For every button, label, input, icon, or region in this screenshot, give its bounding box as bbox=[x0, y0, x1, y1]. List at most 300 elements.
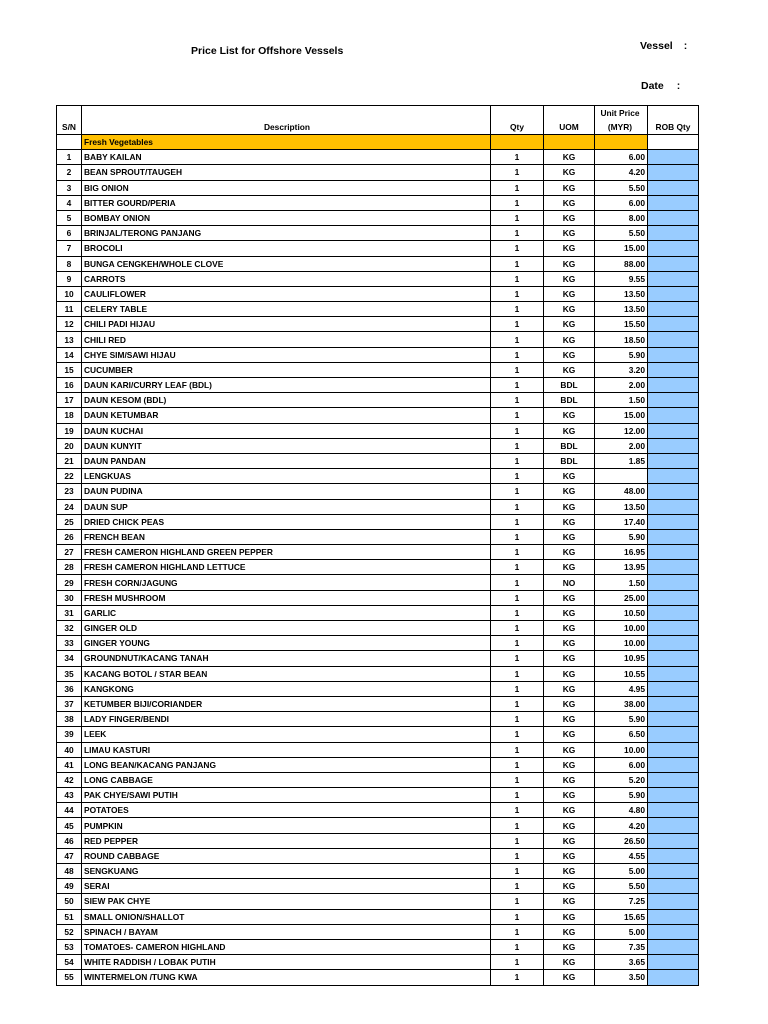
description-cell: DAUN KARI/CURRY LEAF (BDL) bbox=[82, 378, 491, 393]
rob-qty-input[interactable] bbox=[648, 408, 699, 423]
qty-cell: 1 bbox=[491, 605, 544, 620]
rob-qty-input[interactable] bbox=[648, 165, 699, 180]
table-row bbox=[57, 210, 699, 225]
sn-cell: 40 bbox=[57, 742, 82, 757]
unit-price-cell: 1.50 bbox=[595, 393, 648, 408]
rob-qty-input[interactable] bbox=[648, 514, 699, 529]
description-cell: DAUN KUCHAI bbox=[82, 423, 491, 438]
table-row bbox=[57, 560, 699, 575]
table-row bbox=[57, 529, 699, 544]
uom-cell: KG bbox=[544, 256, 595, 271]
date-separator: : bbox=[676, 80, 681, 92]
rob-qty-input[interactable] bbox=[648, 453, 699, 468]
uom-cell: KG bbox=[544, 666, 595, 681]
sn-cell: 8 bbox=[57, 256, 82, 271]
description-cell: POTATOES bbox=[82, 803, 491, 818]
table-row bbox=[57, 970, 699, 985]
unit-price-cell: 4.80 bbox=[595, 803, 648, 818]
description-cell: LIMAU KASTURI bbox=[82, 742, 491, 757]
column-header-qty: Qty bbox=[491, 106, 544, 135]
description-cell: LEEK bbox=[82, 727, 491, 742]
unit-price-cell: 5.90 bbox=[595, 712, 648, 727]
uom-cell: KG bbox=[544, 772, 595, 787]
rob-qty-input[interactable] bbox=[648, 636, 699, 651]
uom-cell: KG bbox=[544, 195, 595, 210]
sn-cell: 50 bbox=[57, 894, 82, 909]
column-header-description: Description bbox=[82, 106, 491, 135]
table-row bbox=[57, 696, 699, 711]
description-cell: RED PEPPER bbox=[82, 833, 491, 848]
qty-cell: 1 bbox=[491, 545, 544, 560]
rob-qty-input[interactable] bbox=[648, 666, 699, 681]
sn-cell: 35 bbox=[57, 666, 82, 681]
rob-qty-input[interactable] bbox=[648, 241, 699, 256]
unit-price-cell: 5.50 bbox=[595, 879, 648, 894]
table-row bbox=[57, 469, 699, 484]
rob-qty-input[interactable] bbox=[648, 378, 699, 393]
rob-qty-input[interactable] bbox=[648, 545, 699, 560]
rob-qty-input[interactable] bbox=[648, 742, 699, 757]
rob-qty-input[interactable] bbox=[648, 317, 699, 332]
rob-qty-input[interactable] bbox=[648, 195, 699, 210]
qty-cell: 1 bbox=[491, 864, 544, 879]
unit-price-cell: 10.95 bbox=[595, 651, 648, 666]
column-header-rob-qty: ROB Qty bbox=[648, 106, 699, 135]
qty-cell: 1 bbox=[491, 210, 544, 225]
rob-qty-input[interactable] bbox=[648, 529, 699, 544]
table-row bbox=[57, 180, 699, 195]
rob-qty-input[interactable] bbox=[648, 332, 699, 347]
description-cell: CHILI PADI HIJAU bbox=[82, 317, 491, 332]
unit-price-cell: 7.35 bbox=[595, 939, 648, 954]
qty-cell: 1 bbox=[491, 818, 544, 833]
rob-qty-input[interactable] bbox=[648, 393, 699, 408]
table-row bbox=[57, 165, 699, 180]
table-row bbox=[57, 575, 699, 590]
category-qty-cell bbox=[491, 135, 544, 150]
sn-cell: 11 bbox=[57, 302, 82, 317]
qty-cell: 1 bbox=[491, 529, 544, 544]
description-cell: SPINACH / BAYAM bbox=[82, 924, 491, 939]
unit-price-cell: 16.95 bbox=[595, 545, 648, 560]
uom-cell: KG bbox=[544, 210, 595, 225]
rob-qty-input[interactable] bbox=[648, 590, 699, 605]
uom-cell: KG bbox=[544, 757, 595, 772]
sn-cell: 44 bbox=[57, 803, 82, 818]
uom-cell: KG bbox=[544, 484, 595, 499]
unit-price-cell: 13.95 bbox=[595, 560, 648, 575]
uom-cell: KG bbox=[544, 165, 595, 180]
table-row bbox=[57, 302, 699, 317]
unit-price-cell: 26.50 bbox=[595, 833, 648, 848]
sn-cell: 32 bbox=[57, 621, 82, 636]
table-row bbox=[57, 286, 699, 301]
sn-cell: 19 bbox=[57, 423, 82, 438]
unit-price-cell: 13.50 bbox=[595, 302, 648, 317]
sn-cell: 10 bbox=[57, 286, 82, 301]
rob-qty-input[interactable] bbox=[648, 271, 699, 286]
qty-cell: 1 bbox=[491, 742, 544, 757]
uom-cell: KG bbox=[544, 590, 595, 605]
unit-price-cell: 6.50 bbox=[595, 727, 648, 742]
uom-cell: KG bbox=[544, 545, 595, 560]
qty-cell: 1 bbox=[491, 651, 544, 666]
sn-cell: 41 bbox=[57, 757, 82, 772]
sn-cell: 23 bbox=[57, 484, 82, 499]
date-label: Date bbox=[641, 80, 664, 92]
table-row bbox=[57, 484, 699, 499]
unit-price-cell: 7.25 bbox=[595, 894, 648, 909]
unit-price-cell: 88.00 bbox=[595, 256, 648, 271]
uom-cell: NO bbox=[544, 575, 595, 590]
uom-cell: KG bbox=[544, 560, 595, 575]
sn-cell: 48 bbox=[57, 864, 82, 879]
unit-price-cell: 4.20 bbox=[595, 165, 648, 180]
document-title: Price List for Offshore Vessels bbox=[191, 45, 344, 57]
uom-cell: KG bbox=[544, 529, 595, 544]
sn-cell: 16 bbox=[57, 378, 82, 393]
category-price-cell bbox=[595, 135, 648, 150]
sn-cell: 42 bbox=[57, 772, 82, 787]
rob-qty-input[interactable] bbox=[648, 772, 699, 787]
rob-qty-input[interactable] bbox=[648, 499, 699, 514]
rob-qty-input[interactable] bbox=[648, 438, 699, 453]
sn-cell: 52 bbox=[57, 924, 82, 939]
rob-qty-input[interactable] bbox=[648, 256, 699, 271]
table-row bbox=[57, 347, 699, 362]
sn-cell: 51 bbox=[57, 909, 82, 924]
sn-cell: 15 bbox=[57, 362, 82, 377]
description-cell: GINGER OLD bbox=[82, 621, 491, 636]
table-row bbox=[57, 271, 699, 286]
qty-cell: 1 bbox=[491, 347, 544, 362]
unit-price-cell: 12.00 bbox=[595, 423, 648, 438]
description-cell: FRESH MUSHROOM bbox=[82, 590, 491, 605]
description-cell: CUCUMBER bbox=[82, 362, 491, 377]
vessel-field bbox=[640, 40, 687, 52]
column-header-unit-price bbox=[595, 106, 648, 135]
rob-qty-input[interactable] bbox=[648, 939, 699, 954]
sn-cell: 37 bbox=[57, 696, 82, 711]
rob-qty-input[interactable] bbox=[648, 833, 699, 848]
sn-cell: 26 bbox=[57, 529, 82, 544]
table-row bbox=[57, 195, 699, 210]
description-cell: DAUN KETUMBAR bbox=[82, 408, 491, 423]
description-cell: ROUND CABBAGE bbox=[82, 848, 491, 863]
uom-cell: KG bbox=[544, 970, 595, 985]
uom-cell: KG bbox=[544, 696, 595, 711]
uom-cell: KG bbox=[544, 894, 595, 909]
unit-price-cell: 13.50 bbox=[595, 286, 648, 301]
rob-qty-input[interactable] bbox=[648, 651, 699, 666]
rob-qty-input[interactable] bbox=[648, 909, 699, 924]
rob-qty-input[interactable] bbox=[648, 894, 699, 909]
qty-cell: 1 bbox=[491, 271, 544, 286]
uom-cell: KG bbox=[544, 833, 595, 848]
unit-price-cell: 15.50 bbox=[595, 317, 648, 332]
table-row bbox=[57, 150, 699, 165]
sn-cell: 30 bbox=[57, 590, 82, 605]
sn-cell: 13 bbox=[57, 332, 82, 347]
rob-qty-input[interactable] bbox=[648, 848, 699, 863]
rob-qty-input[interactable] bbox=[648, 469, 699, 484]
description-cell: FRENCH BEAN bbox=[82, 529, 491, 544]
uom-cell: KG bbox=[544, 499, 595, 514]
rob-qty-input[interactable] bbox=[648, 803, 699, 818]
unit-price-cell: 5.00 bbox=[595, 864, 648, 879]
description-cell: DAUN PANDAN bbox=[82, 453, 491, 468]
rob-qty-input[interactable] bbox=[648, 621, 699, 636]
qty-cell: 1 bbox=[491, 879, 544, 894]
qty-cell: 1 bbox=[491, 453, 544, 468]
uom-cell: KG bbox=[544, 681, 595, 696]
description-cell: BRINJAL/TERONG PANJANG bbox=[82, 226, 491, 241]
unit-price-cell: 2.00 bbox=[595, 378, 648, 393]
table-row bbox=[57, 408, 699, 423]
qty-cell: 1 bbox=[491, 681, 544, 696]
rob-qty-input[interactable] bbox=[648, 879, 699, 894]
table-row bbox=[57, 848, 699, 863]
uom-cell: KG bbox=[544, 302, 595, 317]
category-rob-cell bbox=[648, 135, 699, 150]
uom-cell: KG bbox=[544, 727, 595, 742]
description-cell: GINGER YOUNG bbox=[82, 636, 491, 651]
unit-price-label: Unit Price bbox=[600, 108, 640, 118]
uom-cell: KG bbox=[544, 864, 595, 879]
rob-qty-input[interactable] bbox=[648, 757, 699, 772]
rob-qty-input[interactable] bbox=[648, 150, 699, 165]
sn-cell: 6 bbox=[57, 226, 82, 241]
qty-cell: 1 bbox=[491, 362, 544, 377]
uom-cell: KG bbox=[544, 818, 595, 833]
sn-cell: 2 bbox=[57, 165, 82, 180]
rob-qty-input[interactable] bbox=[648, 970, 699, 985]
unit-price-cell: 13.50 bbox=[595, 499, 648, 514]
unit-price-cell: 5.90 bbox=[595, 788, 648, 803]
description-cell: KETUMBER BIJI/CORIANDER bbox=[82, 696, 491, 711]
unit-price-cell: 25.00 bbox=[595, 590, 648, 605]
rob-qty-input[interactable] bbox=[648, 605, 699, 620]
uom-cell: KG bbox=[544, 423, 595, 438]
category-label: Fresh Vegetables bbox=[82, 135, 491, 150]
sn-cell: 4 bbox=[57, 195, 82, 210]
qty-cell: 1 bbox=[491, 727, 544, 742]
rob-qty-input[interactable] bbox=[648, 712, 699, 727]
description-cell: PUMPKIN bbox=[82, 818, 491, 833]
table-row bbox=[57, 727, 699, 742]
rob-qty-input[interactable] bbox=[648, 864, 699, 879]
description-cell: TOMATOES- CAMERON HIGHLAND bbox=[82, 939, 491, 954]
rob-qty-input[interactable] bbox=[648, 575, 699, 590]
qty-cell: 1 bbox=[491, 621, 544, 636]
uom-cell: KG bbox=[544, 605, 595, 620]
rob-qty-input[interactable] bbox=[648, 955, 699, 970]
qty-cell: 1 bbox=[491, 848, 544, 863]
qty-cell: 1 bbox=[491, 195, 544, 210]
table-row bbox=[57, 636, 699, 651]
table-row bbox=[57, 909, 699, 924]
uom-cell: KG bbox=[544, 742, 595, 757]
unit-price-cell: 48.00 bbox=[595, 484, 648, 499]
unit-price-cell: 1.50 bbox=[595, 575, 648, 590]
date-field bbox=[641, 80, 680, 92]
description-cell: BROCOLI bbox=[82, 241, 491, 256]
description-cell: DAUN SUP bbox=[82, 499, 491, 514]
uom-cell: KG bbox=[544, 651, 595, 666]
qty-cell: 1 bbox=[491, 712, 544, 727]
unit-price-cell: 5.50 bbox=[595, 226, 648, 241]
qty-cell: 1 bbox=[491, 256, 544, 271]
unit-price-cell: 15.65 bbox=[595, 909, 648, 924]
sn-cell: 24 bbox=[57, 499, 82, 514]
qty-cell: 1 bbox=[491, 833, 544, 848]
sn-cell: 55 bbox=[57, 970, 82, 985]
unit-price-cell: 4.20 bbox=[595, 818, 648, 833]
rob-qty-input[interactable] bbox=[648, 484, 699, 499]
table-row bbox=[57, 226, 699, 241]
unit-price-cell: 4.95 bbox=[595, 681, 648, 696]
unit-price-cell: 5.90 bbox=[595, 347, 648, 362]
unit-price-cell: 9.55 bbox=[595, 271, 648, 286]
description-cell: GROUNDNUT/KACANG TANAH bbox=[82, 651, 491, 666]
uom-cell: KG bbox=[544, 408, 595, 423]
sn-cell: 9 bbox=[57, 271, 82, 286]
rob-qty-input[interactable] bbox=[648, 423, 699, 438]
unit-price-cell: 2.00 bbox=[595, 438, 648, 453]
sn-cell: 36 bbox=[57, 681, 82, 696]
description-cell: LENGKUAS bbox=[82, 469, 491, 484]
sn-cell: 49 bbox=[57, 879, 82, 894]
rob-qty-input[interactable] bbox=[648, 788, 699, 803]
unit-price-cell: 5.20 bbox=[595, 772, 648, 787]
rob-qty-input[interactable] bbox=[648, 818, 699, 833]
rob-qty-input[interactable] bbox=[648, 362, 699, 377]
rob-qty-input[interactable] bbox=[648, 924, 699, 939]
sn-cell: 38 bbox=[57, 712, 82, 727]
rob-qty-input[interactable] bbox=[648, 681, 699, 696]
sn-cell: 17 bbox=[57, 393, 82, 408]
sn-cell: 25 bbox=[57, 514, 82, 529]
description-cell: LONG CABBAGE bbox=[82, 772, 491, 787]
description-cell: KACANG BOTOL / STAR BEAN bbox=[82, 666, 491, 681]
sn-cell: 46 bbox=[57, 833, 82, 848]
qty-cell: 1 bbox=[491, 302, 544, 317]
description-cell: SERAI bbox=[82, 879, 491, 894]
unit-price-cell: 10.00 bbox=[595, 636, 648, 651]
uom-cell: KG bbox=[544, 924, 595, 939]
rob-qty-input[interactable] bbox=[648, 696, 699, 711]
rob-qty-input[interactable] bbox=[648, 286, 699, 301]
rob-qty-input[interactable] bbox=[648, 226, 699, 241]
qty-cell: 1 bbox=[491, 955, 544, 970]
qty-cell: 1 bbox=[491, 696, 544, 711]
rob-qty-input[interactable] bbox=[648, 210, 699, 225]
table-row bbox=[57, 393, 699, 408]
rob-qty-input[interactable] bbox=[648, 180, 699, 195]
sn-cell: 27 bbox=[57, 545, 82, 560]
uom-cell: KG bbox=[544, 332, 595, 347]
description-cell: SIEW PAK CHYE bbox=[82, 894, 491, 909]
description-cell: DAUN KESOM (BDL) bbox=[82, 393, 491, 408]
qty-cell: 1 bbox=[491, 666, 544, 681]
description-cell: LONG BEAN/KACANG PANJANG bbox=[82, 757, 491, 772]
uom-cell: BDL bbox=[544, 438, 595, 453]
sn-cell: 1 bbox=[57, 150, 82, 165]
table-row bbox=[57, 317, 699, 332]
qty-cell: 1 bbox=[491, 894, 544, 909]
qty-cell: 1 bbox=[491, 924, 544, 939]
description-cell: WINTERMELON /TUNG KWA bbox=[82, 970, 491, 985]
unit-price-cell: 5.90 bbox=[595, 529, 648, 544]
table-row bbox=[57, 788, 699, 803]
table-row bbox=[57, 681, 699, 696]
description-cell: CARROTS bbox=[82, 271, 491, 286]
rob-qty-input[interactable] bbox=[648, 347, 699, 362]
description-cell: BEAN SPROUT/TAUGEH bbox=[82, 165, 491, 180]
table-row bbox=[57, 894, 699, 909]
table-row bbox=[57, 939, 699, 954]
qty-cell: 1 bbox=[491, 393, 544, 408]
qty-cell: 1 bbox=[491, 803, 544, 818]
unit-price-cell: 6.00 bbox=[595, 195, 648, 210]
qty-cell: 1 bbox=[491, 970, 544, 985]
qty-cell: 1 bbox=[491, 499, 544, 514]
description-cell: KANGKONG bbox=[82, 681, 491, 696]
rob-qty-input[interactable] bbox=[648, 727, 699, 742]
uom-cell: KG bbox=[544, 803, 595, 818]
unit-price-cell: 6.00 bbox=[595, 757, 648, 772]
description-cell: DRIED CHICK PEAS bbox=[82, 514, 491, 529]
rob-qty-input[interactable] bbox=[648, 302, 699, 317]
table-row bbox=[57, 256, 699, 271]
qty-cell: 1 bbox=[491, 150, 544, 165]
uom-cell: KG bbox=[544, 955, 595, 970]
table-row bbox=[57, 864, 699, 879]
sn-cell: 18 bbox=[57, 408, 82, 423]
sn-cell: 14 bbox=[57, 347, 82, 362]
uom-cell: KG bbox=[544, 362, 595, 377]
qty-cell: 1 bbox=[491, 636, 544, 651]
unit-price-cell: 17.40 bbox=[595, 514, 648, 529]
column-header-sn: S/N bbox=[57, 106, 82, 135]
qty-cell: 1 bbox=[491, 575, 544, 590]
description-cell: BABY KAILAN bbox=[82, 150, 491, 165]
description-cell: PAK CHYE/SAWI PUTIH bbox=[82, 788, 491, 803]
uom-cell: KG bbox=[544, 271, 595, 286]
qty-cell: 1 bbox=[491, 484, 544, 499]
description-cell: BOMBAY ONION bbox=[82, 210, 491, 225]
table-row bbox=[57, 803, 699, 818]
uom-cell: BDL bbox=[544, 378, 595, 393]
table-body bbox=[57, 135, 699, 986]
sn-cell: 31 bbox=[57, 605, 82, 620]
table-row bbox=[57, 651, 699, 666]
rob-qty-input[interactable] bbox=[648, 560, 699, 575]
unit-price-cell: 10.50 bbox=[595, 605, 648, 620]
uom-cell: KG bbox=[544, 347, 595, 362]
description-cell: LADY FINGER/BENDI bbox=[82, 712, 491, 727]
description-cell: FRESH CAMERON HIGHLAND GREEN PEPPER bbox=[82, 545, 491, 560]
category-row bbox=[57, 135, 699, 150]
table-row bbox=[57, 423, 699, 438]
uom-cell: KG bbox=[544, 636, 595, 651]
sn-cell: 45 bbox=[57, 818, 82, 833]
description-cell: WHITE RADDISH / LOBAK PUTIH bbox=[82, 955, 491, 970]
qty-cell: 1 bbox=[491, 317, 544, 332]
unit-price-cell: 38.00 bbox=[595, 696, 648, 711]
vessel-label: Vessel bbox=[640, 40, 673, 52]
table-row bbox=[57, 378, 699, 393]
